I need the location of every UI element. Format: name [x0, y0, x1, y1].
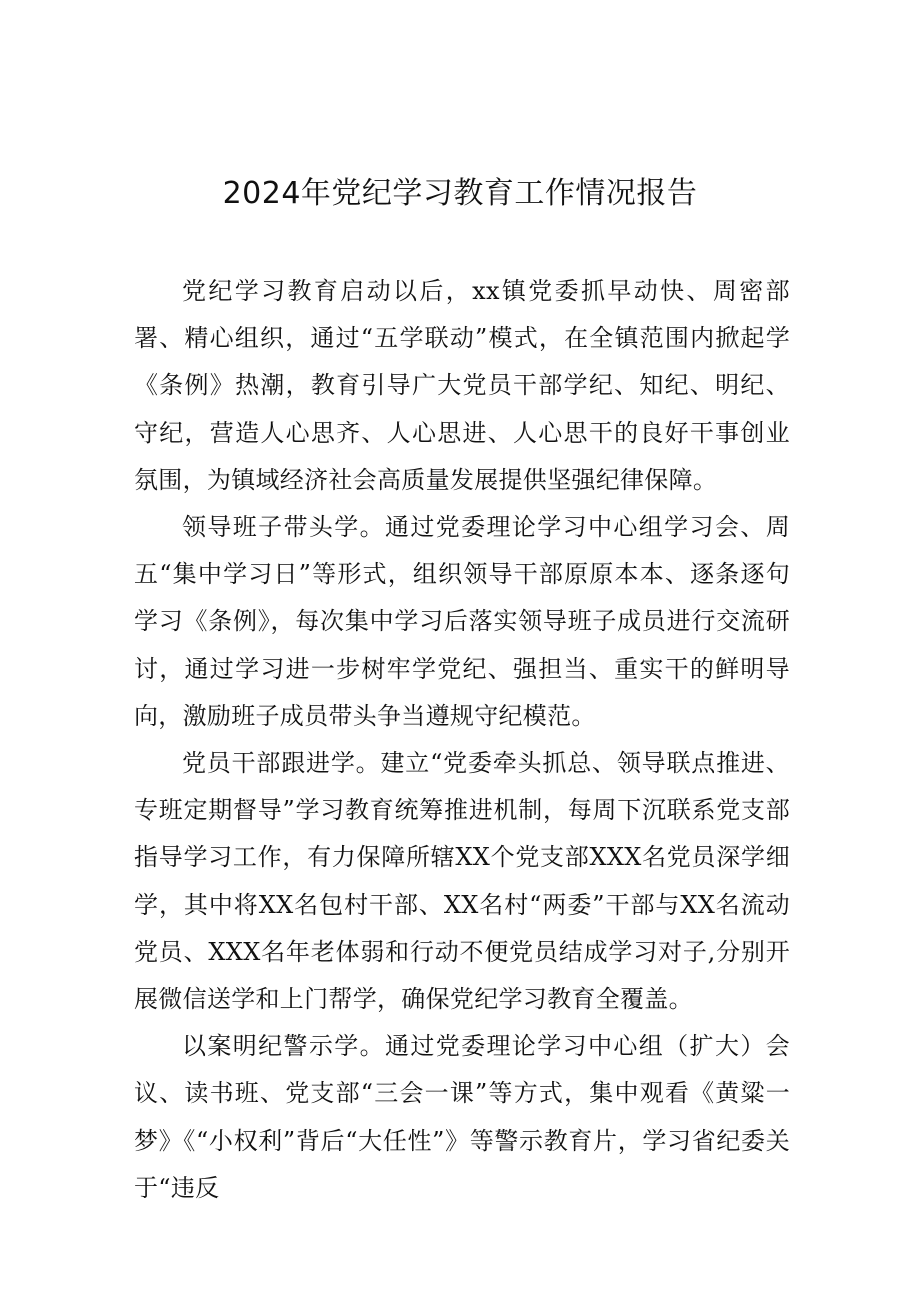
- document-body: [134, 268, 790, 1212]
- paragraph-cadre-study: 党员干部跟进学。建立“党委牵头抓总、领导联点推进、专班定期督导”学习教育统筹推进机制，每周下沉联系党支部指导学习工作，有力保障所辖XX个党支部XXX名党员深学细学，其中将XX名包村干部、XX名村“两委”干部与XX名流动党员、XXX名年老体弱和行动不便党员结成学习对子,分别开展微信送学和上门帮学，确保党纪学习教育全覆盖。: [134, 749, 790, 1014]
- paragraph-leadership-study: 领导班子带头学。通过党委理论学习中心组学习会、周五“集中学习日”等形式，组织领导干部原原本本、逐条逐句学习《条例》，每次集中学习后落实领导班子成员进行交流研讨，通过学习进一步树牢学党纪、强担当、重实干的鲜明导向，激励班子成员带头争当遵规守纪模范。: [134, 513, 790, 730]
- paragraph-warning-study: 以案明纪警示学。通过党委理论学习中心组（扩大）会议、读书班、党支部“三会一课”等方式，集中观看《黄粱一梦》《“小权利”背后“大任性”》等警示教育片，学习省纪委关于“违反: [134, 1032, 790, 1202]
- paragraph-intro: 党纪学习教育启动以后，xx镇党委抓早动快、周密部署、精心组织，通过“五学联动”模式，在全镇范围内掀起学《条例》热潮，教育引导广大党员干部学纪、知纪、明纪、守纪，营造人心思齐、人心思进、人心思干的良好干事创业氛围，为镇域经济社会高质量发展提供坚强纪律保障。: [134, 277, 790, 494]
- document-title: 2024年党纪学习教育工作情况报告: [222, 176, 698, 211]
